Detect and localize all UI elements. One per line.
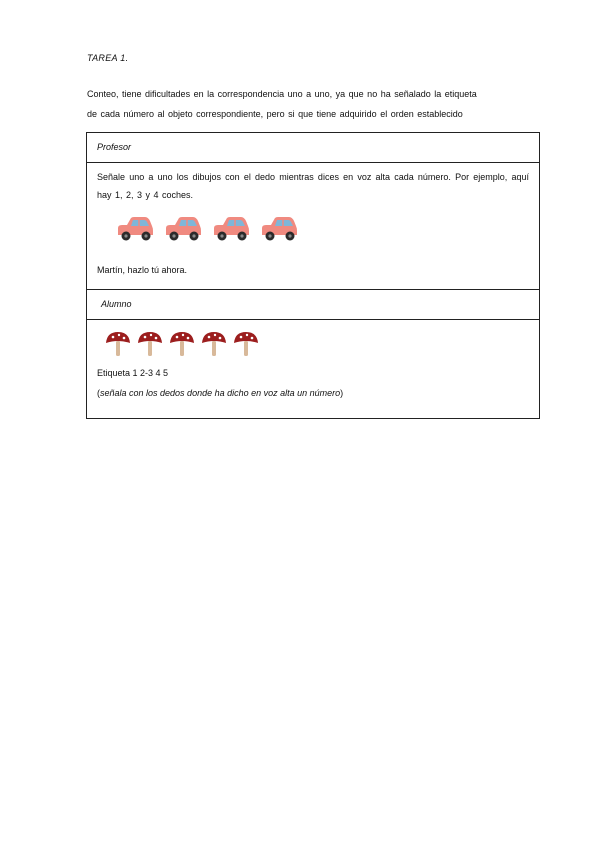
car-icon xyxy=(211,213,251,247)
alumno-header-cell xyxy=(87,290,540,320)
car-icon xyxy=(163,213,203,247)
note-text: señala con los dedos donde ha dicho en voz alta un número xyxy=(100,388,341,398)
car-icon xyxy=(115,213,155,247)
intro-paragraph xyxy=(87,84,539,124)
note-open-paren: ( xyxy=(97,388,100,398)
car-images-row xyxy=(115,213,299,247)
task-title: TAREA 1. xyxy=(87,53,129,63)
profesor-header-cell xyxy=(87,133,540,163)
alumno-body-cell xyxy=(87,320,540,419)
alumno-label: Etiqueta 1 2-3 4 5 xyxy=(97,368,169,378)
mushroom-icon xyxy=(105,330,131,360)
mushroom-icon xyxy=(233,330,259,360)
mushroom-images-row xyxy=(105,330,259,360)
profesor-closing: Martín, hazlo tú ahora. xyxy=(97,265,188,275)
intro-line-1: Conteo, tiene dificultades en la correspondencia uno a uno, ya que no ha señalado la etiqueta xyxy=(87,89,477,99)
intro-line-2: de cada número al objeto correspondiente, pero si que tiene adquirido el orden establecido xyxy=(87,109,463,119)
mushroom-icon xyxy=(169,330,195,360)
profesor-body-cell xyxy=(87,163,540,290)
alumno-note xyxy=(97,388,343,398)
note-close-paren: ) xyxy=(340,388,344,398)
car-icon xyxy=(259,213,299,247)
mushroom-icon xyxy=(201,330,227,360)
alumno-header: Alumno xyxy=(101,299,132,309)
profesor-instruction: Señale uno a uno los dibujos con el dedo mientras dices en voz alta cada número. Por ejemplo, aquí hay 1, 2, 3 y 4 coches. xyxy=(97,172,529,200)
mushroom-icon xyxy=(137,330,163,360)
activity-table xyxy=(86,132,540,419)
profesor-header: Profesor xyxy=(97,142,132,152)
